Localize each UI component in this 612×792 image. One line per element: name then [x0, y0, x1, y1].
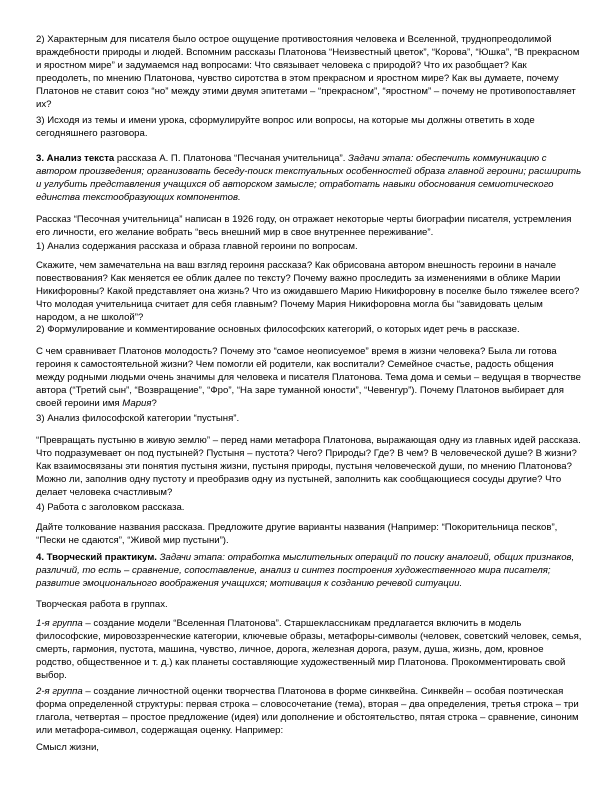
- section-3-text-analysis: [36, 152, 582, 204]
- paragraph-group-work: [36, 598, 582, 611]
- section-heading: 4. Творческий практикум.: [36, 552, 157, 563]
- paragraph-sinkwine-start: [36, 741, 582, 754]
- paragraph-title-variants: [36, 521, 582, 547]
- text-run: – создание модели “Вселенная Платонова”. Старшеклассникам предлагается включить в модель философские, мировоззренческие категории, ключевые образы, метафоры-символы (человек, советский человек, семья, смерть, гармония, пустота, машина, чувство, личное, дорога, железная дорога, разум, душа, жизнь, дом, кровное родство, общественное и т. д.) как планеты составляющие художественный мир Платонова. Прокомментировать свой выбор.: [36, 618, 582, 682]
- text-run: 3) Исходя из темы и имени урока, сформулируйте вопрос или вопросы, на которые мы должны ответить в ходе сегодняшнего разговора.: [36, 115, 535, 140]
- group-label: 1-я группа: [36, 618, 83, 629]
- text-run: Скажите, чем замечательна на ваш взгляд героиня рассказа? Как обрисована автором внешность героини в начале повествования? Как меняется ее облик далее по тексту? Почему важно проследить за изменениями в облике Марии Никифоровны? Какой представляет она жизнь? Что из ожидавшего Марию Никифоровну в поселке было тяжелее всего? Что молодая учительница считает для себя главным? Почему Мария Никифоровна могла бы “завидовать целым народом, а не школой”?: [36, 260, 580, 324]
- text-run: 2) Формулирование и комментирование основных философских категорий, о которых идет речь в рассказе.: [36, 324, 520, 335]
- text-run: 4) Работа с заголовком рассказа.: [36, 502, 185, 513]
- text-run: “Превращать пустыню в живую землю” – перед нами метафора Платонова, выражающая одну из главных идей рассказа. Что подразумевает он под пустыней? Пустыня – пустота? Чего? Природы? Где? В чем? В человеческой душе? В жизни? Как взаимосвязаны эти понятия пустыня жизни, пустыня природы, пустыня человеческой души, по мнению Платонова? Можно ли, заполнив одну пустоту и преобразив одну из пустыней, заполнить как сообщающиеся сосуды другие? Что делает человека счастливым?: [36, 435, 581, 499]
- section-heading: 3. Анализ текста: [36, 153, 115, 164]
- text-run: – создание личностной оценки творчества Платонова в форме синквейна. Синквейн – особая поэтическая форма определенной структуры: первая строка – словосочетание (тема), вторая – два определения, третья строка – три глагола, четвертая – простое предложение (идея) или дополнение и обстоятельство, пятая строка – сравнение, синоним или метафора-символ, содержащая оценку. Например:: [36, 686, 579, 737]
- stage-goals: Задачи этапа: обеспечить коммуникацию с автором произведения; организовать беседу-поиск текстуальных особенностей образа главной героини; расширить и углубить представления учащихся об авторском замысле; отработать навыки обоснования семиотического единства текстообразующих компонентов.: [36, 153, 582, 204]
- paragraph-3-formulate-questions: [36, 114, 582, 140]
- paragraph-group-1: [36, 617, 582, 682]
- text-run: рассказа А. П. Платонова “Песчаная учительница”.: [114, 153, 349, 164]
- paragraph-youth-family: [36, 345, 582, 410]
- subheading-1-content-analysis: [36, 240, 582, 253]
- paragraph-story-intro: [36, 213, 582, 239]
- text-run: С чем сравнивает Платонов молодость? Почему это “самое неописуемое” время в жизни человека? Была ли готова героиня к самостоятельной жизни? Чем помогли ей родители, как воспитали? Семейное счастье, радость общения между родными людьми очень значимы для человека и писателя Платонова. Тема дома и семьи – ведущая в творчестве автора (“Третий сын”, “Возвращение”, “Фро”, “На заре туманной юности”, “Чевенгур”). Почему Платонов выбирает для своей героини имя: [36, 346, 581, 410]
- subheading-2-philosophical-categories: [36, 323, 582, 336]
- section-4-creative-workshop: [36, 551, 582, 590]
- subheading-4-title-work: [36, 501, 582, 514]
- paragraph-heroine-questions: [36, 259, 582, 324]
- group-label: 2-я группа: [36, 686, 83, 697]
- name-maria: Мария: [122, 398, 152, 410]
- text-run: ?: [151, 398, 157, 410]
- paragraph-group-2: [36, 685, 582, 737]
- paragraph-2-humans-vs-universe: [36, 33, 582, 112]
- stage-goals: Задачи этапа: отработка мыслительных операций по поиску аналогий, общих признаков, различий, то есть – сравнение, сопоставление, анализ и синтез построения художественного мира писателя; развитие эмоционального воображения учащихся; мотивация к созданию речевой ситуации.: [36, 552, 575, 590]
- text-run: 3) Анализ философской категории “пустыня”.: [36, 413, 240, 424]
- subheading-3-desert-category: [36, 412, 582, 425]
- text-run: Рассказ “Песочная учительница” написан в 1926 году, он отражает некоторые черты биографии писателя, устремления его личности, его желание вобрать “весь внешний мир в свое внутреннее переживание”.: [36, 214, 572, 239]
- paragraph-desert-metaphor: [36, 434, 582, 499]
- text-run: 1) Анализ содержания рассказа и образа главной героини по вопросам.: [36, 241, 358, 252]
- text-run: Творческая работа в группах.: [36, 599, 168, 610]
- text-run: Смысл жизни,: [36, 742, 99, 753]
- text-run: Дайте толкование названия рассказа. Предложите другие варианты названия (Например: “Покорительница песков”, “Пески не сдаются”, “Живой мир пустыни”).: [36, 522, 558, 547]
- text-run: 2) Характерным для писателя было острое ощущение противостояния человека и Вселенной, труднопреодолимой враждебности природы и людей. Вспомним рассказы Платонова “Неизвестный цветок”, “Корова”, “Юшка”, “В прекрасном и яростном мире” и задумаемся над вопросами: Что связывает человека с природой? Что их разобщает? Как преодолеть, по мнению Платонова, чувство сиротства в этом прекрасном и яростном мире? Как вы думаете, почему Платонов не ставит союз “но” между этими двумя эпитетами – “прекрасном”, “яростном” – почему не противопоставляет их?: [36, 34, 580, 111]
